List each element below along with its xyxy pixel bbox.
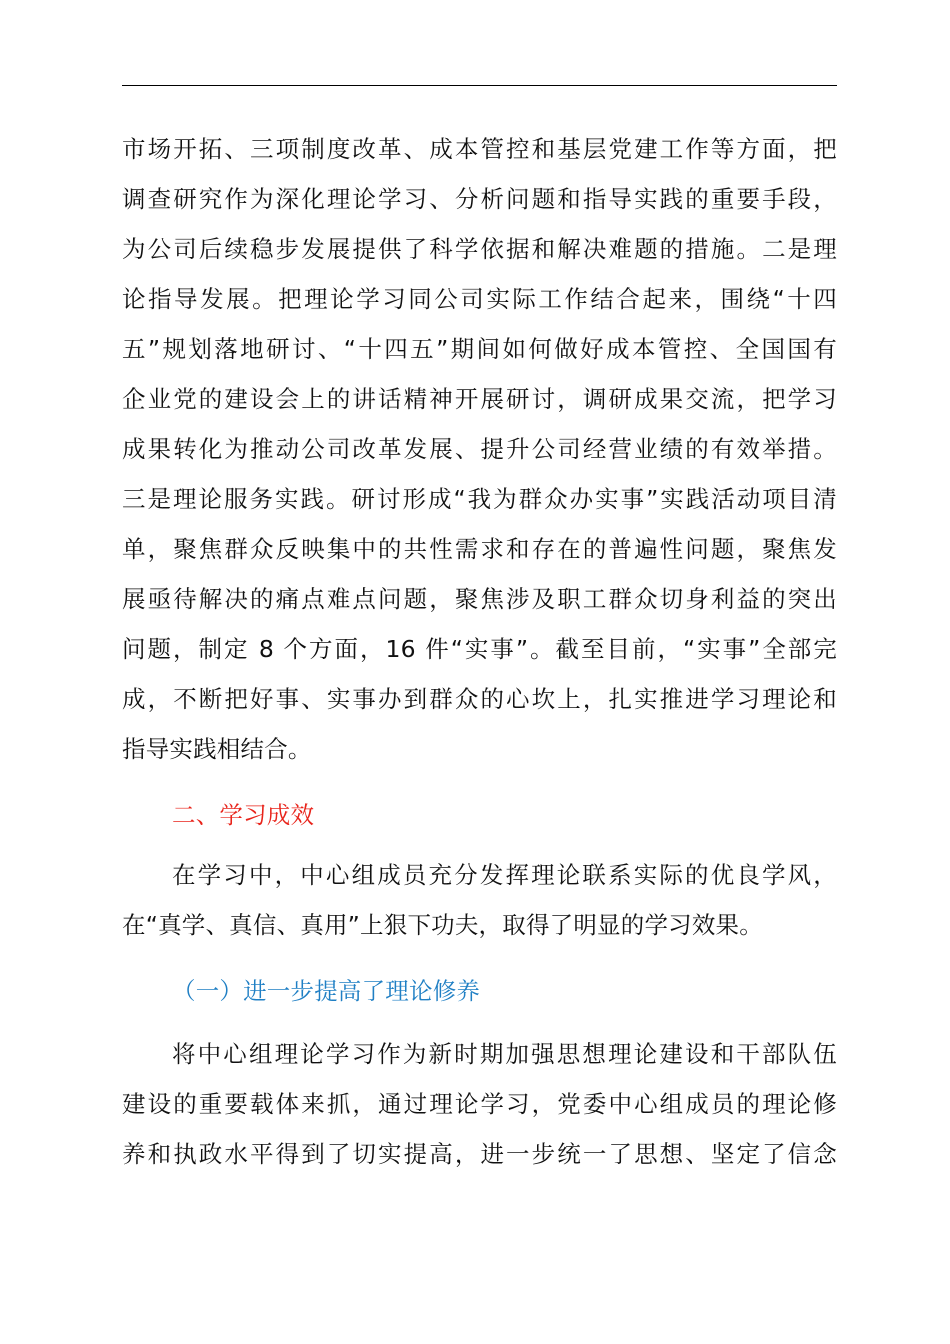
section-heading: 二、学习成效 [172, 801, 315, 829]
paragraph-line: 养和执政水平得到了切实提高，进一步统一了思想、坚定了信念 [122, 1140, 837, 1168]
paragraph-line: 企业党的建设会上的讲话精神开展研讨，调研成果交流，把学习 [122, 385, 837, 413]
paragraph-line: 在“真学、真信、真用”上狠下功夫，取得了明显的学习效果。 [122, 911, 763, 939]
paragraph-line: 展亟待解决的痛点难点问题，聚焦涉及职工群众切身利益的突出 [122, 585, 837, 613]
header-rule [122, 85, 837, 86]
paragraph-line: 论指导发展。把理论学习同公司实际工作结合起来，围绕“十四 [122, 285, 837, 313]
subsection-heading: （一）进一步提高了理论修养 [172, 977, 481, 1005]
document-body [122, 124, 837, 1179]
paragraph-line: 将中心组理论学习作为新时期加强思想理论建设和干部队伍 [172, 1040, 837, 1068]
paragraph-line: 成果转化为推动公司改革发展、提升公司经营业绩的有效举措。 [122, 435, 837, 463]
paragraph-line: 五”规划落地研讨、“十四五”期间如何做好成本管控、全国国有 [122, 335, 837, 363]
paragraph-line: 单，聚焦群众反映集中的共性需求和存在的普遍性问题，聚焦发 [122, 535, 837, 563]
paragraph-line: 问题，制定 8 个方面，16 件“实事”。截至目前，“实事”全部完 [122, 635, 837, 663]
paragraph-line: 三是理论服务实践。研讨形成“我为群众办实事”实践活动项目清 [122, 485, 837, 513]
paragraph-continuation [122, 124, 837, 774]
paragraph-line: 成，不断把好事、实事办到群众的心坎上，扎实推进学习理论和 [122, 685, 837, 713]
paragraph-line: 市场开拓、三项制度改革、成本管控和基层党建工作等方面，把 [122, 135, 837, 163]
paragraph-line: 在学习中，中心组成员充分发挥理论联系实际的优良学风， [172, 861, 837, 889]
section-intro [122, 850, 837, 950]
paragraph-line: 调查研究作为深化理论学习、分析问题和指导实践的重要手段， [122, 185, 837, 213]
paragraph-line: 为公司后续稳步发展提供了科学依据和解决难题的措施。二是理 [122, 235, 837, 263]
paragraph-line: 指导实践相结合。 [122, 735, 312, 763]
paragraph-line: 建设的重要载体来抓，通过理论学习，党委中心组成员的理论修 [122, 1090, 837, 1118]
subsection-paragraph [122, 1029, 837, 1179]
